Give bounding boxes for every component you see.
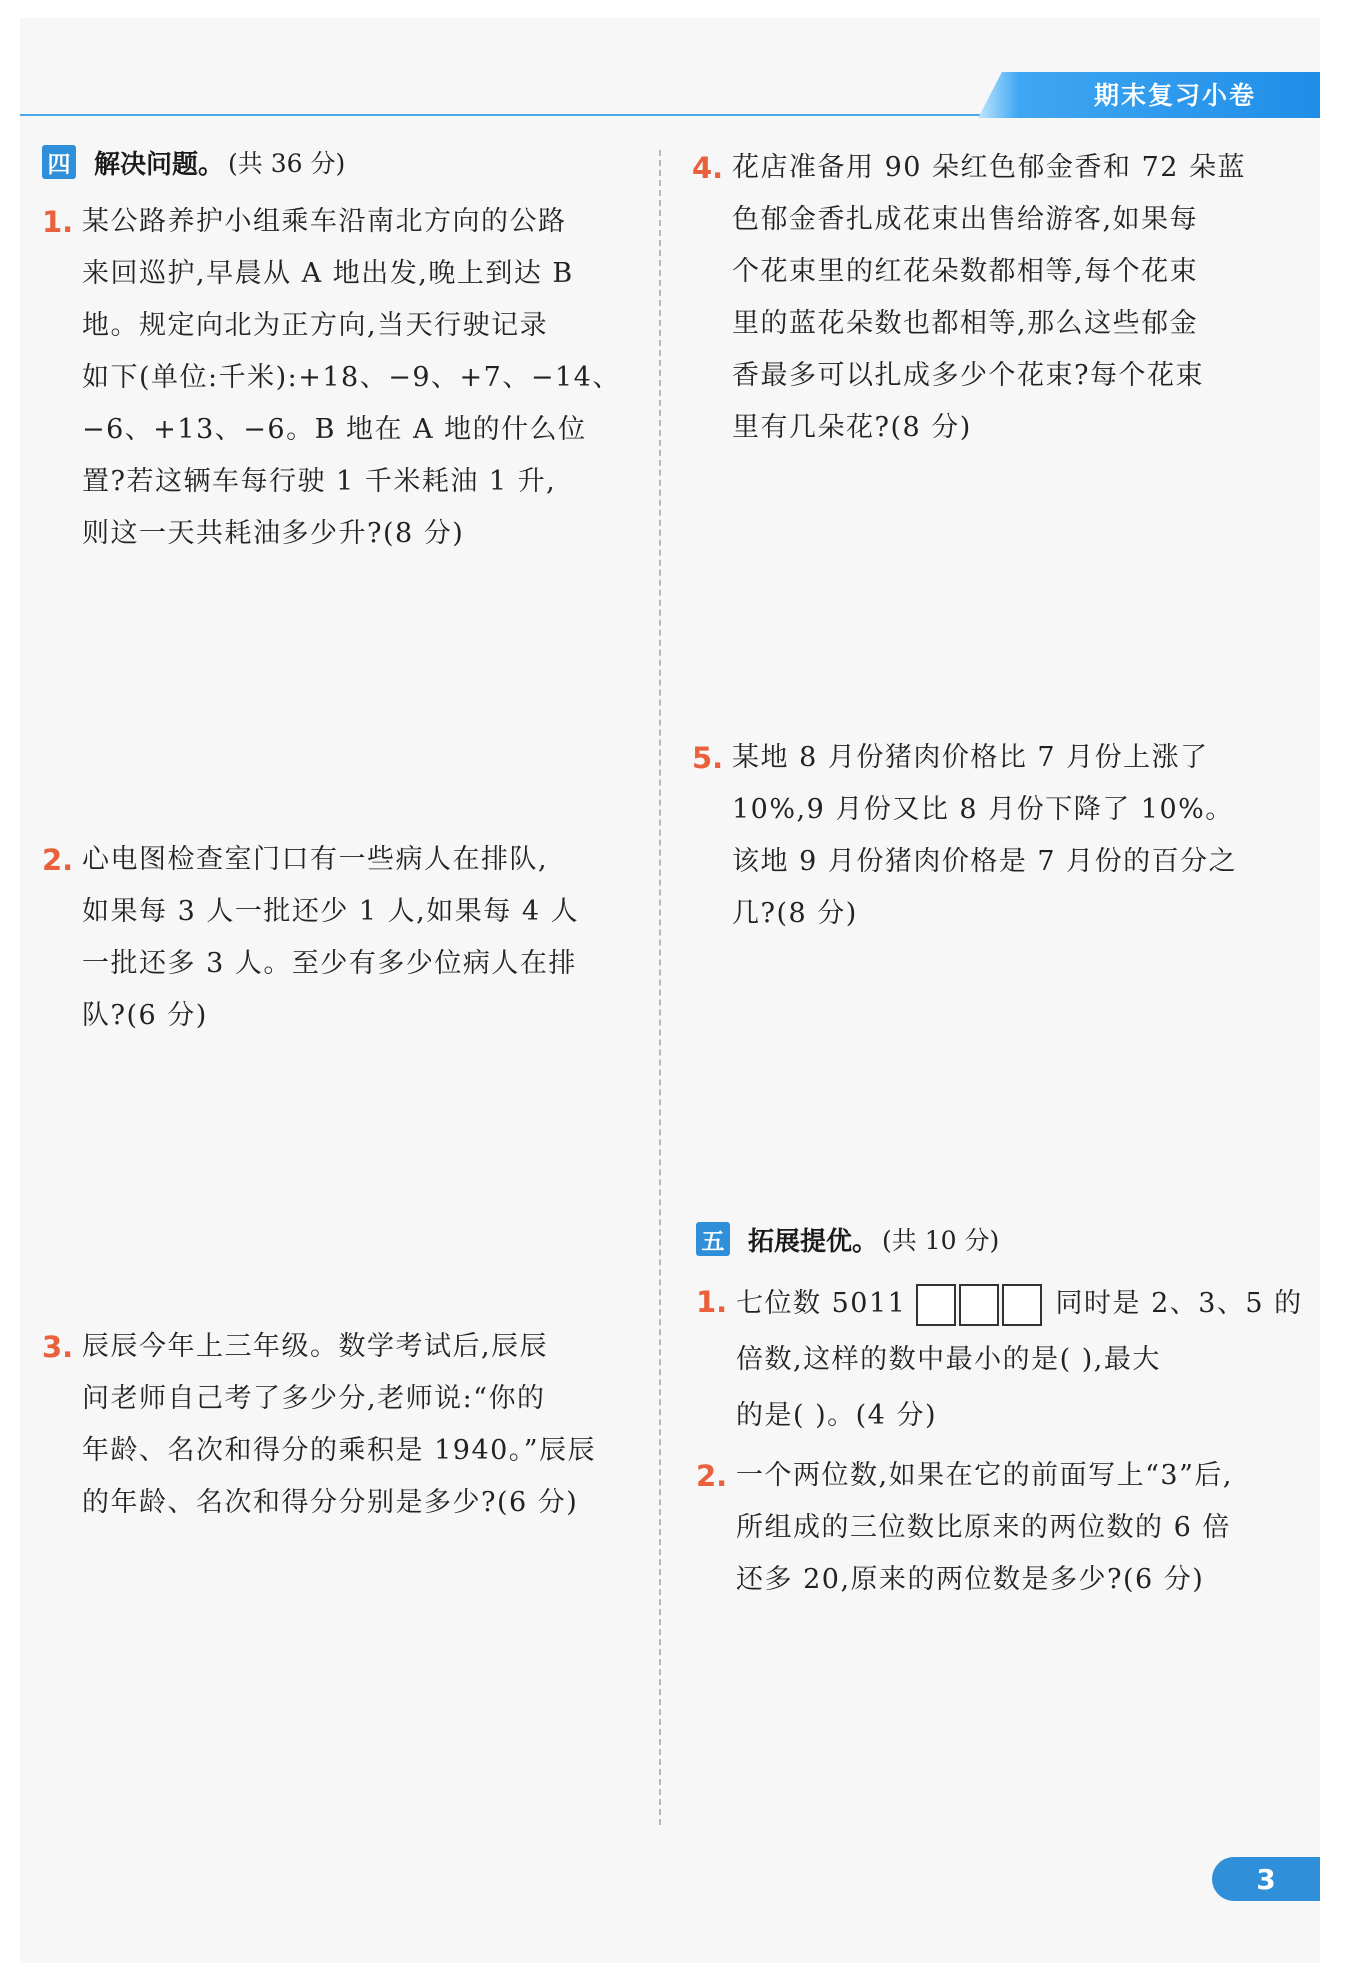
problem-text [82,834,579,1042]
text-line: −6、+13、−6。B 地在 A 地的什么位 [82,414,587,445]
problem-number: 4. [692,151,724,185]
text-line: 问老师自己考了多少分,老师说:“你的 [82,1383,546,1414]
text-line: 还多 20,原来的两位数是多少?(6 分) [736,1564,1205,1595]
text-line: 的年龄、名次和得分分别是多少?(6 分) [82,1487,579,1518]
problem-text [736,1276,1303,1444]
text-line: 个花束里的红花朵数都相等,每个花束 [732,256,1199,287]
section-4-points: (共 36 分) [228,149,346,178]
text-line: 色郁金香扎成花束出售给游客,如果每 [732,204,1199,235]
section-4-badge: 四 [42,145,76,179]
section-5-title: 拓展提优。 [748,1226,879,1257]
text-line: 辰辰今年上三年级。数学考试后,辰辰 [82,1331,549,1362]
text-line: 的是( )。(4 分) [736,1400,937,1431]
text-segment: 七位数 5011 [736,1288,907,1319]
problem-number: 5. [692,741,724,775]
problem-number: 2. [42,843,74,877]
text-segment: 同时是 2、3、5 的 [1055,1288,1303,1319]
page-number: 3 [1212,1857,1320,1901]
text-line: 倍数,这样的数中最小的是( ),最大 [736,1344,1161,1375]
text-line: 如下(单位:千米):+18、−9、+7、−14、 [82,362,621,393]
section-4-title: 解决问题。 [94,149,225,180]
text-line: 10%,9 月份又比 8 月份下降了 10%。 [732,794,1234,825]
text-line: 一个两位数,如果在它的前面写上“3”后, [736,1460,1233,1491]
section-5-heading [696,1219,999,1259]
text-line [736,1276,1303,1332]
text-line: 里的蓝花朵数也都相等,那么这些郁金 [732,308,1199,339]
text-line: 几?(8 分) [732,898,858,929]
header-banner-label: 期末复习小卷 [1093,81,1256,110]
text-line: 地。规定向北为正方向,当天行驶记录 [82,310,549,341]
digit-box[interactable] [1002,1284,1042,1326]
text-line: 队?(6 分) [82,1000,208,1031]
text-line: 该地 9 月份猪肉价格是 7 月份的百分之 [732,846,1238,877]
section-4-heading [42,142,345,182]
text-line: 一批还多 3 人。至少有多少位病人在排 [82,948,577,979]
digit-box[interactable] [959,1284,999,1326]
text-line: 里有几朵花?(8 分) [732,412,972,443]
problem-text [82,1321,596,1529]
text-line: 如果每 3 人一批还少 1 人,如果每 4 人 [82,896,580,927]
text-line: 来回巡护,早晨从 A 地出发,晚上到达 B [82,258,574,289]
problem-number: 3. [42,1330,74,1364]
problem-text [732,142,1246,454]
problem-text [736,1450,1233,1606]
text-line: 某公路养护小组乘车沿南北方向的公路 [82,206,567,237]
section-5-points: (共 10 分) [882,1226,1000,1255]
text-line: 年龄、名次和得分的乘积是 1940。”辰辰 [82,1435,597,1466]
text-line: 某地 8 月份猪肉价格比 7 月份上涨了 [732,742,1209,773]
column-divider [659,150,661,1825]
problem-text [82,196,621,560]
digit-box[interactable] [916,1284,956,1326]
text-line: 香最多可以扎成多少个花束?每个花束 [732,360,1204,391]
text-line: 花店准备用 90 朵红色郁金香和 72 朵蓝 [732,152,1247,183]
problem-number: 1. [696,1285,728,1319]
text-line: 心电图检查室门口有一些病人在排队, [82,844,549,875]
text-line: 则这一天共耗油多少升?(8 分) [82,518,465,549]
problem-text [732,732,1237,940]
problem-number: 1. [42,205,74,239]
section-5-badge: 五 [696,1222,730,1256]
text-line: 所组成的三位数比原来的两位数的 6 倍 [736,1512,1231,1543]
problem-number: 2. [696,1459,728,1493]
text-line: 置?若这辆车每行驶 1 千米耗油 1 升, [82,466,557,497]
